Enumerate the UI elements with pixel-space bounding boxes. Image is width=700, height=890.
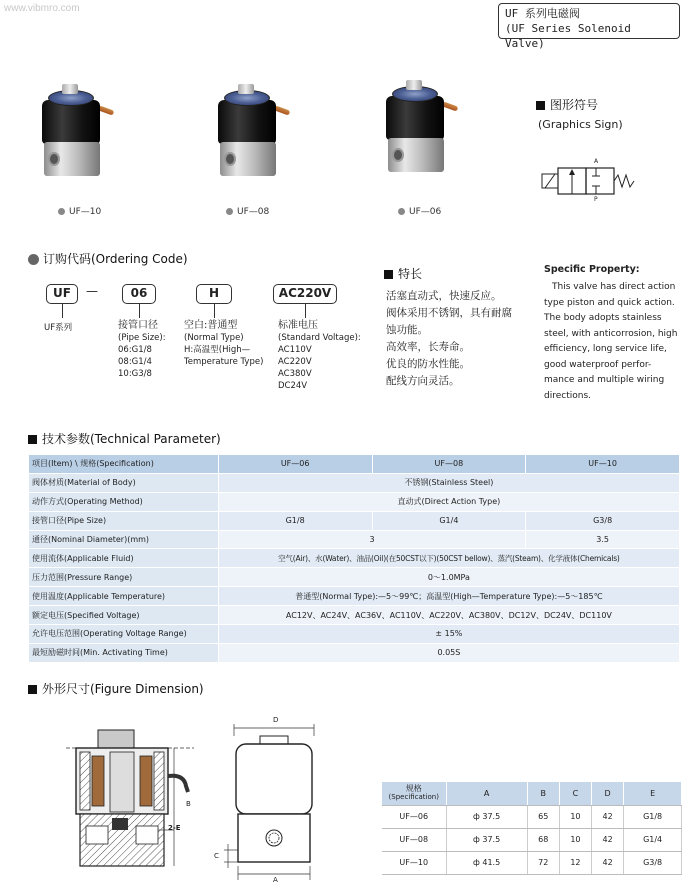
code-box-series: UF bbox=[46, 284, 78, 304]
row-value: 空气(Air)、水(Water)、油品(Oil)(在50CST以下)(50CST bellow)、蒸汽(Steam)、化学液体(Chemicals) bbox=[218, 549, 679, 568]
table-header-cell: C bbox=[559, 782, 591, 805]
series-title-en: (UF Series Solenoid Valve) bbox=[505, 22, 631, 50]
graphics-sign-subheading: (Graphics Sign) bbox=[538, 118, 623, 131]
table-cell: UF—06 bbox=[382, 805, 446, 828]
series-title-cn: UF 系列电磁阀 bbox=[505, 7, 580, 20]
table-cell: G1/8 bbox=[624, 805, 682, 828]
code-box-type: H bbox=[196, 284, 232, 304]
row-label: 使用流体(Applicable Fluid) bbox=[29, 549, 219, 568]
table-header-cell: UF—08 bbox=[372, 455, 526, 474]
row-value: 0～1.0MPa bbox=[218, 568, 679, 587]
row-value: ± 15% bbox=[218, 625, 679, 644]
row-label: 压力范围(Pressure Range) bbox=[29, 568, 219, 587]
valve-photo-uf10 bbox=[36, 82, 126, 182]
row-value: 0.05S bbox=[218, 643, 679, 662]
watermark: www.vibmro.com bbox=[4, 3, 80, 14]
table-row bbox=[29, 625, 680, 644]
dim-label-c: C bbox=[214, 852, 219, 860]
table-row bbox=[29, 511, 680, 530]
row-label: 额定电压(Specified Voltage) bbox=[29, 606, 219, 625]
tech-param-table bbox=[28, 454, 680, 663]
table-row bbox=[29, 530, 680, 549]
features-heading-cn: 特长 bbox=[384, 265, 422, 282]
features-list-en: This valve has direct action type piston and quick action. The body adopts stainless steel, with anticorrosion, high efficiency, long service life, good waterproof perfor- mance and multiple wiring directions. bbox=[544, 282, 678, 401]
table-cell: 42 bbox=[592, 828, 624, 851]
row-label: 最短励磁时间(Min. Activating Time) bbox=[29, 643, 219, 662]
table-cell: 10 bbox=[559, 805, 591, 828]
row-value: G3/8 bbox=[526, 511, 680, 530]
row-value: 3 bbox=[218, 530, 525, 549]
row-value: 不锈钢(Stainless Steel) bbox=[218, 473, 679, 492]
table-cell: 68 bbox=[527, 828, 559, 851]
table-header-cell: UF—06 bbox=[218, 455, 372, 474]
row-value: 3.5 bbox=[526, 530, 680, 549]
table-row bbox=[29, 606, 680, 625]
table-row bbox=[29, 473, 680, 492]
product-label-uf10: UF—10 bbox=[58, 207, 101, 217]
table-header-cell: B bbox=[527, 782, 559, 805]
table-header-cell: A bbox=[446, 782, 527, 805]
table-cell: ф 37.5 bbox=[446, 805, 527, 828]
graphics-sign-heading: 图形符号 bbox=[536, 96, 598, 113]
table-cell: G1/4 bbox=[624, 828, 682, 851]
table-cell: 72 bbox=[527, 851, 559, 874]
table-row bbox=[382, 805, 682, 828]
outline-drawing bbox=[216, 720, 330, 884]
table-cell: 12 bbox=[559, 851, 591, 874]
ordering-desc-voltage: 标准电压 (Standard Voltage): AC110V AC220V AC380V DC24V bbox=[278, 320, 361, 391]
table-row bbox=[382, 851, 682, 874]
ordering-desc-size: 接管口径 (Pipe Size): 06:G1/8 08:G1/4 10:G3/8 bbox=[118, 320, 166, 379]
row-label: 使用温度(Applicable Temperature) bbox=[29, 587, 219, 606]
row-value: AC12V、AC24V、AC36V、AC110V、AC220V、AC380V、DC12V、DC24V、DC110V bbox=[218, 606, 679, 625]
table-cell: G3/8 bbox=[624, 851, 682, 874]
dimension-table bbox=[382, 782, 682, 875]
figure-dimension-heading: 外形尺寸(Figure Dimension) bbox=[28, 680, 204, 697]
dim-label-e: 2-E bbox=[168, 824, 181, 832]
table-header-cell: 规格 (Specification) bbox=[382, 782, 446, 805]
table-header-row bbox=[382, 782, 682, 805]
row-label: 允许电压范围(Operating Voltage Range) bbox=[29, 625, 219, 644]
table-cell: 65 bbox=[527, 805, 559, 828]
table-row bbox=[29, 549, 680, 568]
row-label: 动作方式(Operating Method) bbox=[29, 492, 219, 511]
row-label: 阀体材质(Material of Body) bbox=[29, 473, 219, 492]
port-label-p: P bbox=[594, 196, 598, 203]
table-cell: UF—08 bbox=[382, 828, 446, 851]
table-header-cell: E bbox=[624, 782, 682, 805]
table-cell: 42 bbox=[592, 805, 624, 828]
table-header-cell: D bbox=[592, 782, 624, 805]
table-row bbox=[29, 568, 680, 587]
code-box-size: 06 bbox=[122, 284, 156, 304]
code-dash: — bbox=[86, 284, 98, 298]
row-value: 普通型(Normal Type):—5～99℃；高温型(High—Temperature Type):—5～185℃ bbox=[218, 587, 679, 606]
cross-section-drawing bbox=[66, 726, 206, 876]
valve-photo-uf06 bbox=[380, 78, 470, 178]
table-row bbox=[382, 828, 682, 851]
valve-photo-uf08 bbox=[212, 82, 302, 182]
table-cell: 10 bbox=[559, 828, 591, 851]
ordering-desc-series: UF系列 bbox=[44, 323, 73, 333]
port-label-a: A bbox=[594, 158, 599, 165]
table-row bbox=[29, 587, 680, 606]
features-list-cn: 活塞直动式，快速反应。 阀体采用不锈钢，具有耐腐 蚀功能。 高效率，长寿命。 优良的防水性能。 配线方向灵活。 bbox=[386, 290, 512, 387]
series-title-box bbox=[498, 3, 680, 50]
ordering-desc-type: 空白:普通型 (Normal Type) H:高温型(High— Temperature Type) bbox=[184, 320, 264, 367]
ordering-code-heading: 订购代码(Ordering Code) bbox=[28, 250, 188, 267]
dim-label-b: B bbox=[186, 800, 191, 808]
table-header-cell: UF—10 bbox=[526, 455, 680, 474]
row-value: 直动式(Direct Action Type) bbox=[218, 492, 679, 511]
row-label: 接管口径(Pipe Size) bbox=[29, 511, 219, 530]
product-label-uf06: UF—06 bbox=[398, 207, 441, 217]
features-heading-en: Specific Property: bbox=[544, 264, 640, 275]
table-cell: ф 41.5 bbox=[446, 851, 527, 874]
table-header-cell: 项目(Item) \ 规格(Specification) bbox=[29, 455, 219, 474]
tech-param-heading: 技术参数(Technical Parameter) bbox=[28, 430, 221, 447]
table-row bbox=[29, 492, 680, 511]
row-label: 通径(Nominal Diameter)(mm) bbox=[29, 530, 219, 549]
code-box-voltage: AC220V bbox=[273, 284, 337, 304]
row-value: G1/4 bbox=[372, 511, 526, 530]
table-cell: ф 37.5 bbox=[446, 828, 527, 851]
valve-symbol-diagram bbox=[540, 160, 640, 206]
table-header-row bbox=[29, 455, 680, 474]
row-value: G1/8 bbox=[218, 511, 372, 530]
product-label-uf08: UF—08 bbox=[226, 207, 269, 217]
dim-label-d: D bbox=[273, 716, 279, 724]
table-cell: UF—10 bbox=[382, 851, 446, 874]
table-row bbox=[29, 643, 680, 662]
table-cell: 42 bbox=[592, 851, 624, 874]
dim-label-a: A bbox=[273, 876, 278, 884]
